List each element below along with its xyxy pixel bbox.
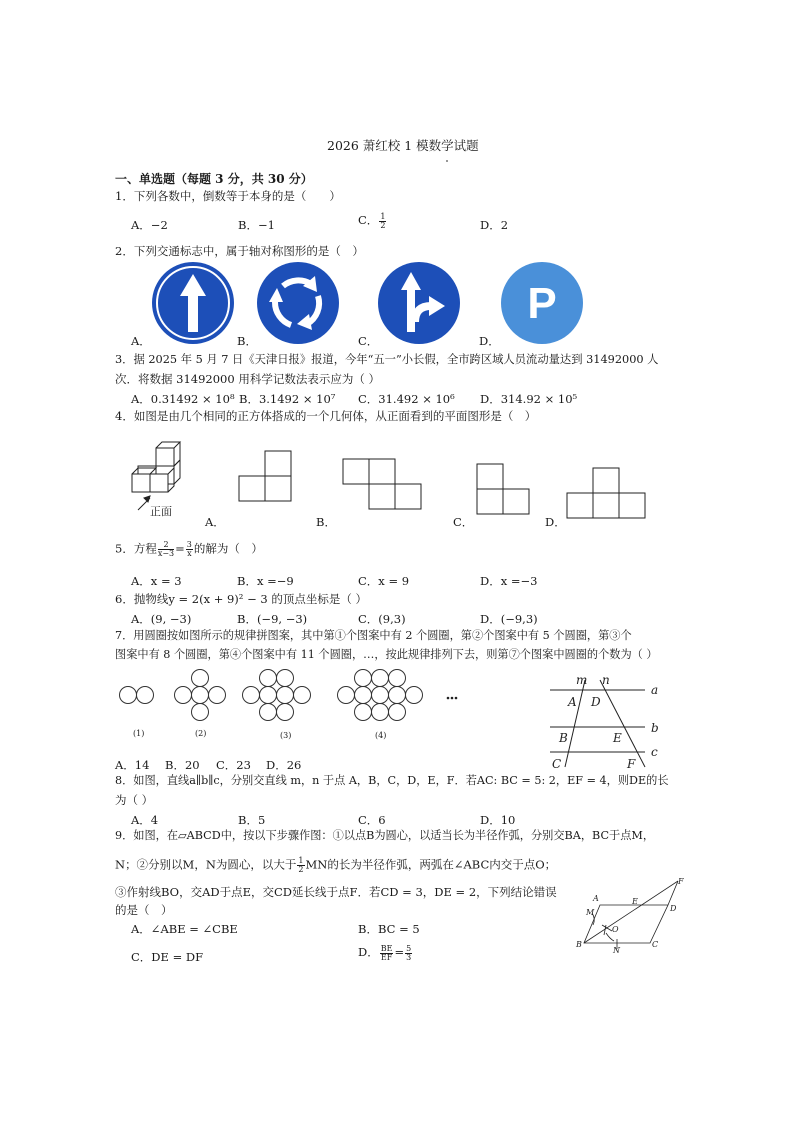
q4-view-a: [238, 450, 294, 502]
fig-label-E: E: [632, 897, 638, 906]
pattern-label-4: (4): [375, 731, 387, 740]
q3-option-d: D．314.92 × 10⁵: [480, 392, 578, 406]
pattern-label-3: (3): [280, 731, 292, 740]
q3-line2: 次．将数据 31492000 用科学记数法表示应为（ ）: [115, 372, 380, 386]
q7-option-a: A．14: [115, 758, 150, 772]
front-label: 正面: [150, 505, 172, 518]
q2-option-d: D．: [479, 334, 500, 348]
parking-sign-icon: [500, 262, 586, 344]
q9-line1: 9．如图，在▱ABCD中，按以下步骤作图：①以点B为圆心，以适当长为半径作弧，分别交BA，BC于点M，: [115, 829, 655, 842]
q1-stem: 1．下列各数中，倒数等于本身的是（ ）: [115, 189, 341, 203]
q4-option-d: D．: [545, 515, 566, 529]
q6-option-d: D．(−9,3): [480, 612, 538, 626]
q9-option-b: B．BC = 5: [358, 922, 420, 936]
q4-stem: 4．如图是由几个相同的正方体搭成的一个几何体，从正面看到的平面图形是（ ）: [115, 409, 537, 423]
pattern-circle: [372, 687, 389, 704]
label-A: A: [568, 695, 577, 709]
pattern-circle: [260, 670, 277, 687]
q7-line2: 图案中有 8 个圆圈，第④个图案中有 11 个圆圈，…，按此规律排列下去，则第⑦个图案中圆圈的个数为（ ）: [115, 648, 658, 661]
fig-label-D: D: [670, 904, 677, 913]
roundabout-sign-icon: [255, 262, 341, 344]
ellipsis-dot: [447, 697, 450, 700]
pattern-circle: [389, 670, 406, 687]
q8-line2: 为（ ）: [115, 793, 154, 807]
q4-view-c: [476, 463, 532, 517]
fig-label-F: F: [678, 877, 684, 886]
q5-option-b: B．x =−9: [237, 574, 294, 588]
pattern-circle: [389, 687, 406, 704]
q1-option-c: C． $\frac{1}{2}$: [358, 211, 386, 230]
label-D: D: [591, 695, 601, 709]
pattern-circle: [355, 670, 372, 687]
q3-option-b: B．3.1492 × 10⁷: [239, 392, 336, 406]
pattern-circle: [406, 687, 423, 704]
q5-option-c: C．x = 9: [358, 574, 410, 588]
q6-option-c: C．(9,3): [358, 612, 406, 626]
fig-label-N: N: [613, 946, 620, 955]
q6-option-a: A．(9, −3): [131, 612, 192, 626]
q2-option-b: B．: [237, 334, 257, 348]
label-c: c: [651, 745, 658, 759]
fig-label-O: O: [612, 925, 619, 934]
q1-option-a: A．−2: [131, 218, 168, 232]
q1-option-d: D．2: [480, 218, 509, 232]
q9-line2: N；②分别以M，N为圆心，以大于 $\frac{1}{2}$ MN的长为半径作弧，两弧在∠ABC内交于点O；: [115, 856, 557, 874]
label-a: a: [651, 683, 659, 697]
pattern-circle: [209, 687, 226, 704]
label-n: n: [602, 673, 610, 687]
label-m: m: [576, 673, 588, 687]
q2-stem: 2．下列交通标志中，属于轴对称图形的是（ ）: [115, 244, 364, 258]
q9-option-d: D． $\frac{BE}{EF}$ = $\frac{5}{3}$: [358, 943, 412, 962]
q8-option-a: A．4: [131, 813, 159, 827]
ellipsis-dot: [451, 697, 454, 700]
q9-line4: 的是（ ）: [115, 903, 173, 917]
label-B: B: [559, 731, 568, 745]
q8-option-d: D．10: [480, 813, 516, 827]
q7-option-b: B．20: [165, 758, 200, 772]
q9-option-c: C．DE = DF: [131, 950, 204, 964]
q2-option-a: A．: [131, 334, 151, 348]
pattern-circle: [175, 687, 192, 704]
parallelogram-figure: [576, 875, 687, 955]
circle-pattern-figure: [118, 668, 458, 728]
q8-option-b: B．5: [238, 813, 266, 827]
straight-or-right-sign-icon: [377, 262, 463, 344]
pattern-circle: [389, 704, 406, 721]
pattern-circle: [355, 687, 372, 704]
pattern-circle: [277, 687, 294, 704]
pattern-circle: [372, 704, 389, 721]
scan-speck: [446, 160, 448, 162]
q9-option-a: A．∠ABE = ∠CBE: [131, 922, 238, 936]
q7-option-c: C．23: [216, 758, 251, 772]
fig-label-M: M: [586, 908, 595, 917]
q3-line1: 3．据 2025 年 5 月 7 日《天津日报》报道，今年“五一”小长假，全市跨区域人员流动量达到 31492000 人: [115, 353, 659, 366]
fig-label-C: C: [652, 940, 659, 949]
q2-option-c: C．: [358, 334, 379, 348]
pattern-circle: [120, 687, 137, 704]
q7-line1: 7．用圆圈按如图所示的规律拼图案，其中第①个图案中有 2 个圆圈，第②个图案中有 5 个圆圈，第③个: [115, 629, 632, 642]
ellipsis-dot: [455, 697, 458, 700]
straight-arrow-sign-icon: [150, 262, 238, 344]
pattern-circle: [192, 704, 209, 721]
q5-stem: 5．方程 $\frac{2}{x-3}$ = $\frac{3}{x}$ 的解为（ ）: [115, 540, 263, 558]
pattern-circle: [260, 704, 277, 721]
pattern-circle: [372, 670, 389, 687]
pattern-label-2: (2): [195, 729, 207, 738]
q4-option-c: C．: [453, 515, 474, 529]
q5-option-d: D．x =−3: [480, 574, 538, 588]
q9-line3: ③作射线BO，交AD于点E，交CD延长线于点F．若CD = 3，DE = 2，下列结论错误: [115, 885, 557, 899]
pattern-circle: [137, 687, 154, 704]
q4-view-d: [566, 467, 648, 521]
pattern-circle: [277, 704, 294, 721]
pattern-label-1: (1): [133, 729, 145, 738]
fig-label-B: B: [576, 940, 582, 949]
page-title: 2026 萧红校 1 模数学试题: [327, 138, 479, 153]
q8-option-c: C．6: [358, 813, 386, 827]
label-C: C: [552, 757, 562, 771]
section-heading: 一、单选题（每题 3 分，共 30 分）: [115, 172, 313, 186]
q1-option-b: B．−1: [238, 218, 275, 232]
label-b: b: [651, 721, 659, 735]
pattern-circle: [260, 687, 277, 704]
q6-option-b: B．(−9, −3): [237, 612, 308, 626]
q4-option-a: A．: [205, 515, 225, 529]
pattern-circle: [192, 687, 209, 704]
q7-option-d: D．26: [266, 758, 302, 772]
q8-line1: 8．如图，直线a∥b∥c，分别交直线 m，n 于点 A，B，C，D，E，F．若AC: BC = 5: 2，EF = 4，则DE的长: [115, 774, 669, 787]
label-F: F: [627, 757, 636, 771]
fig-label-A: A: [593, 894, 599, 903]
pattern-circle: [355, 704, 372, 721]
q4-option-b: B．: [316, 515, 336, 529]
pattern-circle: [294, 687, 311, 704]
pattern-circle: [277, 670, 294, 687]
q4-view-b: [342, 458, 424, 512]
parallel-lines-figure: [545, 675, 665, 775]
q3-option-a: A．0.31492 × 10⁸: [131, 392, 235, 406]
q5-option-a: A．x = 3: [131, 574, 182, 588]
parking-letter: P: [527, 279, 557, 328]
pattern-circle: [192, 670, 209, 687]
q6-stem: 6．抛物线y = 2(x + 9)² − 3 的顶点坐标是（ ）: [115, 592, 367, 606]
pattern-circle: [243, 687, 260, 704]
q3-option-c: C．31.492 × 10⁶: [358, 392, 455, 406]
label-E: E: [613, 731, 622, 745]
pattern-circle: [338, 687, 355, 704]
